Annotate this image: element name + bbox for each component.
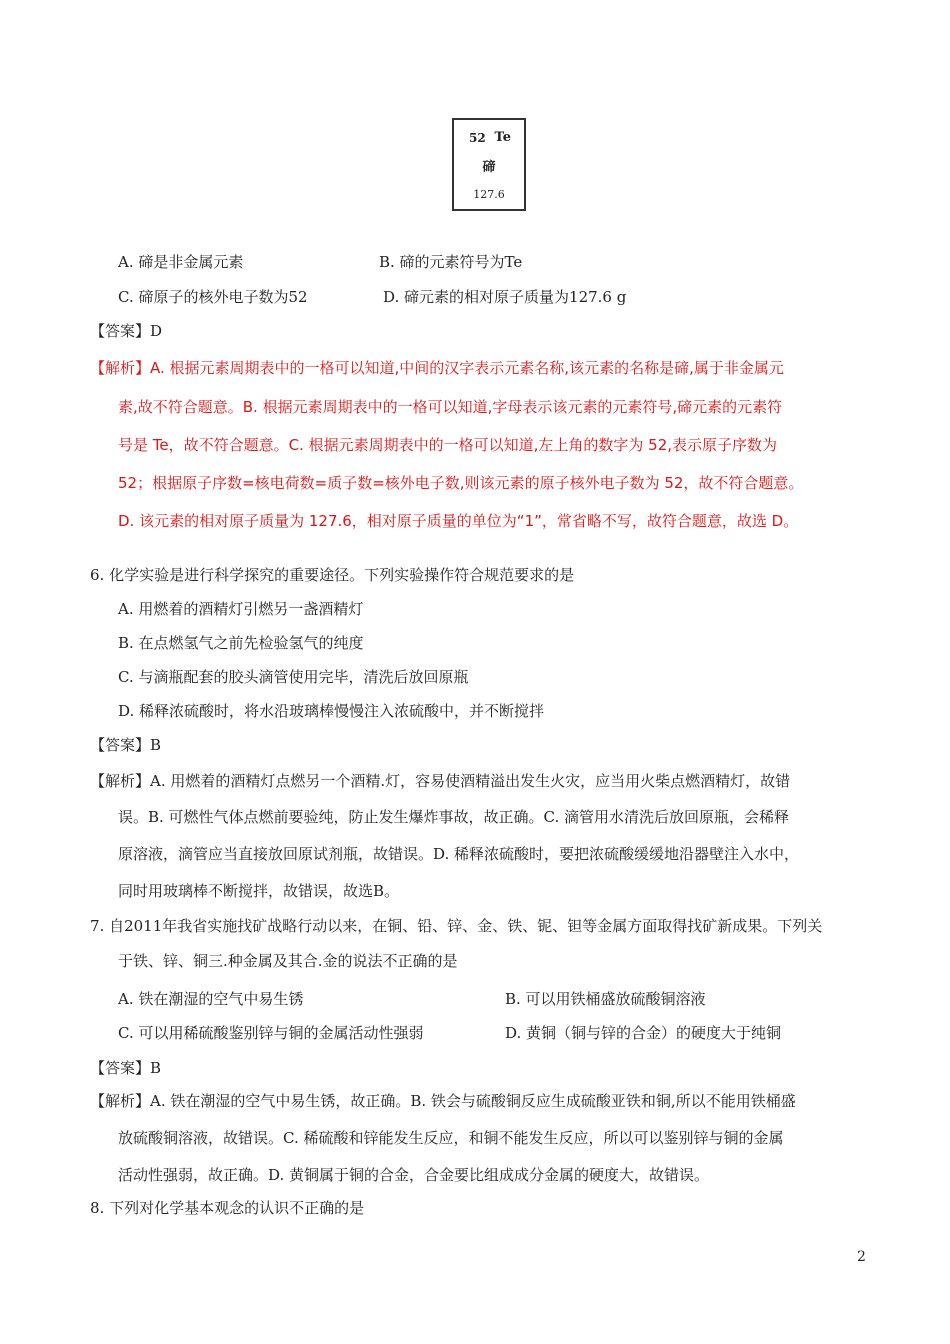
q6-option-d: D. 稀释浓硫酸时，将水沿玻璃棒慢慢注入浓硫酸中，并不断搅拌 (118, 702, 545, 720)
element-tile (452, 118, 526, 211)
q5-analysis-line-5: D. 该元素的相对原子质量为 127.6，相对原子质量的单位为“1”，常省略不写，故符合题意，故选 D。 (118, 512, 799, 530)
q8-stem: 8. 下列对化学基本观念的认识不正确的是 (90, 1199, 365, 1217)
q6-analysis-line-4: 同时用玻璃棒不断搅拌，故错误，故选B。 (118, 882, 400, 900)
q6-option-b: B. 在点燃氢气之前先检验氢气的纯度 (118, 634, 364, 652)
q7-analysis-line-2: 放硫酸铜溶液，故错误。C. 稀硫酸和锌能发生反应，和铜不能发生反应，所以可以鉴别锌与铜的金属 (118, 1129, 784, 1147)
q6-option-a: A. 用燃着的酒精灯引燃另一盏酒精灯 (118, 600, 364, 618)
q6-analysis-line-3: 原溶液，滴管应当直接放回原试剂瓶，故错误。D. 稀释浓硫酸时，要把浓硫酸缓缓地沿器壁注入水中， (118, 845, 800, 863)
element-symbol: Te (494, 130, 511, 145)
q5-option-b: B. 碲的元素符号为Te (379, 253, 523, 271)
element-name: 碲 (482, 160, 496, 175)
q7-stem-line-1: 7. 自2011年我省实施找矿战略行动以来，在铜、铅、锌、金、铁、铌、钽等金属方面取得找矿新成果。下列关 (90, 917, 823, 935)
q7-analysis-line-3: 活动性强弱，故正确。D. 黄铜属于铜的合金，合金要比组成成分金属的硬度大，故错误。 (118, 1166, 710, 1184)
q7-option-d: D. 黄铜（铜与锌的合金）的硬度大于纯铜 (505, 1024, 782, 1042)
q6-answer: 【答案】B (90, 736, 162, 754)
atomic-number: 52 (469, 131, 486, 145)
q5-analysis-line-1: 【解析】A. 根据元素周期表中的一格可以知道,中间的汉字表示元素名称,该元素的名称是碲,属于非金属元 (90, 359, 784, 377)
q5-option-a: A. 碲是非金属元素 (118, 253, 244, 271)
q6-option-c: C. 与滴瓶配套的胶头滴管使用完毕，清洗后放回原瓶 (118, 668, 469, 686)
q7-option-a: A. 铁在潮湿的空气中易生锈 (118, 990, 304, 1008)
q6-analysis-line-1: 【解析】A. 用燃着的酒精灯点燃另一个酒精.灯，容易使酒精溢出发生火灾，应当用火柴点燃酒精灯，故错 (90, 772, 791, 790)
q6-stem: 6. 化学实验是进行科学探究的重要途径。下列实验操作符合规范要求的是 (90, 566, 575, 584)
q5-option-d: D. 碲元素的相对原子质量为127.6 g (383, 288, 627, 306)
atomic-mass: 127.6 (473, 188, 505, 201)
q7-answer: 【答案】B (90, 1059, 162, 1077)
q5-answer: 【答案】D (90, 322, 163, 340)
page-number: 2 (857, 1249, 866, 1265)
q7-stem-line-2: 于铁、锌、铜三.种金属及其合.金的说法不正确的是 (118, 952, 458, 970)
q7-analysis-line-1: 【解析】A. 铁在潮湿的空气中易生锈，故正确。B. 铁会与硫酸铜反应生成硫酸亚铁和铜,所以不能用铁桶盛 (90, 1092, 796, 1110)
q7-option-c: C. 可以用稀硫酸鉴别锌与铜的金属活动性强弱 (118, 1024, 424, 1042)
q6-analysis-line-2: 误。B. 可燃性气体点燃前要验纯，防止发生爆炸事故，故正确。C. 滴管用水清洗后放回原瓶，会稀释 (118, 808, 790, 826)
q5-analysis-line-4: 52；根据原子序数=核电荷数=质子数=核外电子数,则该元素的原子核外电子数为 52，故不符合题意。 (118, 474, 804, 492)
q7-option-b: B. 可以用铁桶盛放硫酸铜溶液 (505, 990, 706, 1008)
q5-option-c: C. 碲原子的核外电子数为52 (118, 288, 308, 306)
q5-analysis-line-3: 号是 Te，故不符合题意。C. 根据元素周期表中的一格可以知道,左上角的数字为 52,表示原子序数为 (118, 436, 778, 454)
q5-analysis-line-2: 素,故不符合题意。B. 根据元素周期表中的一格可以知道,字母表示该元素的元素符号,碲元素的元素符 (118, 398, 783, 416)
